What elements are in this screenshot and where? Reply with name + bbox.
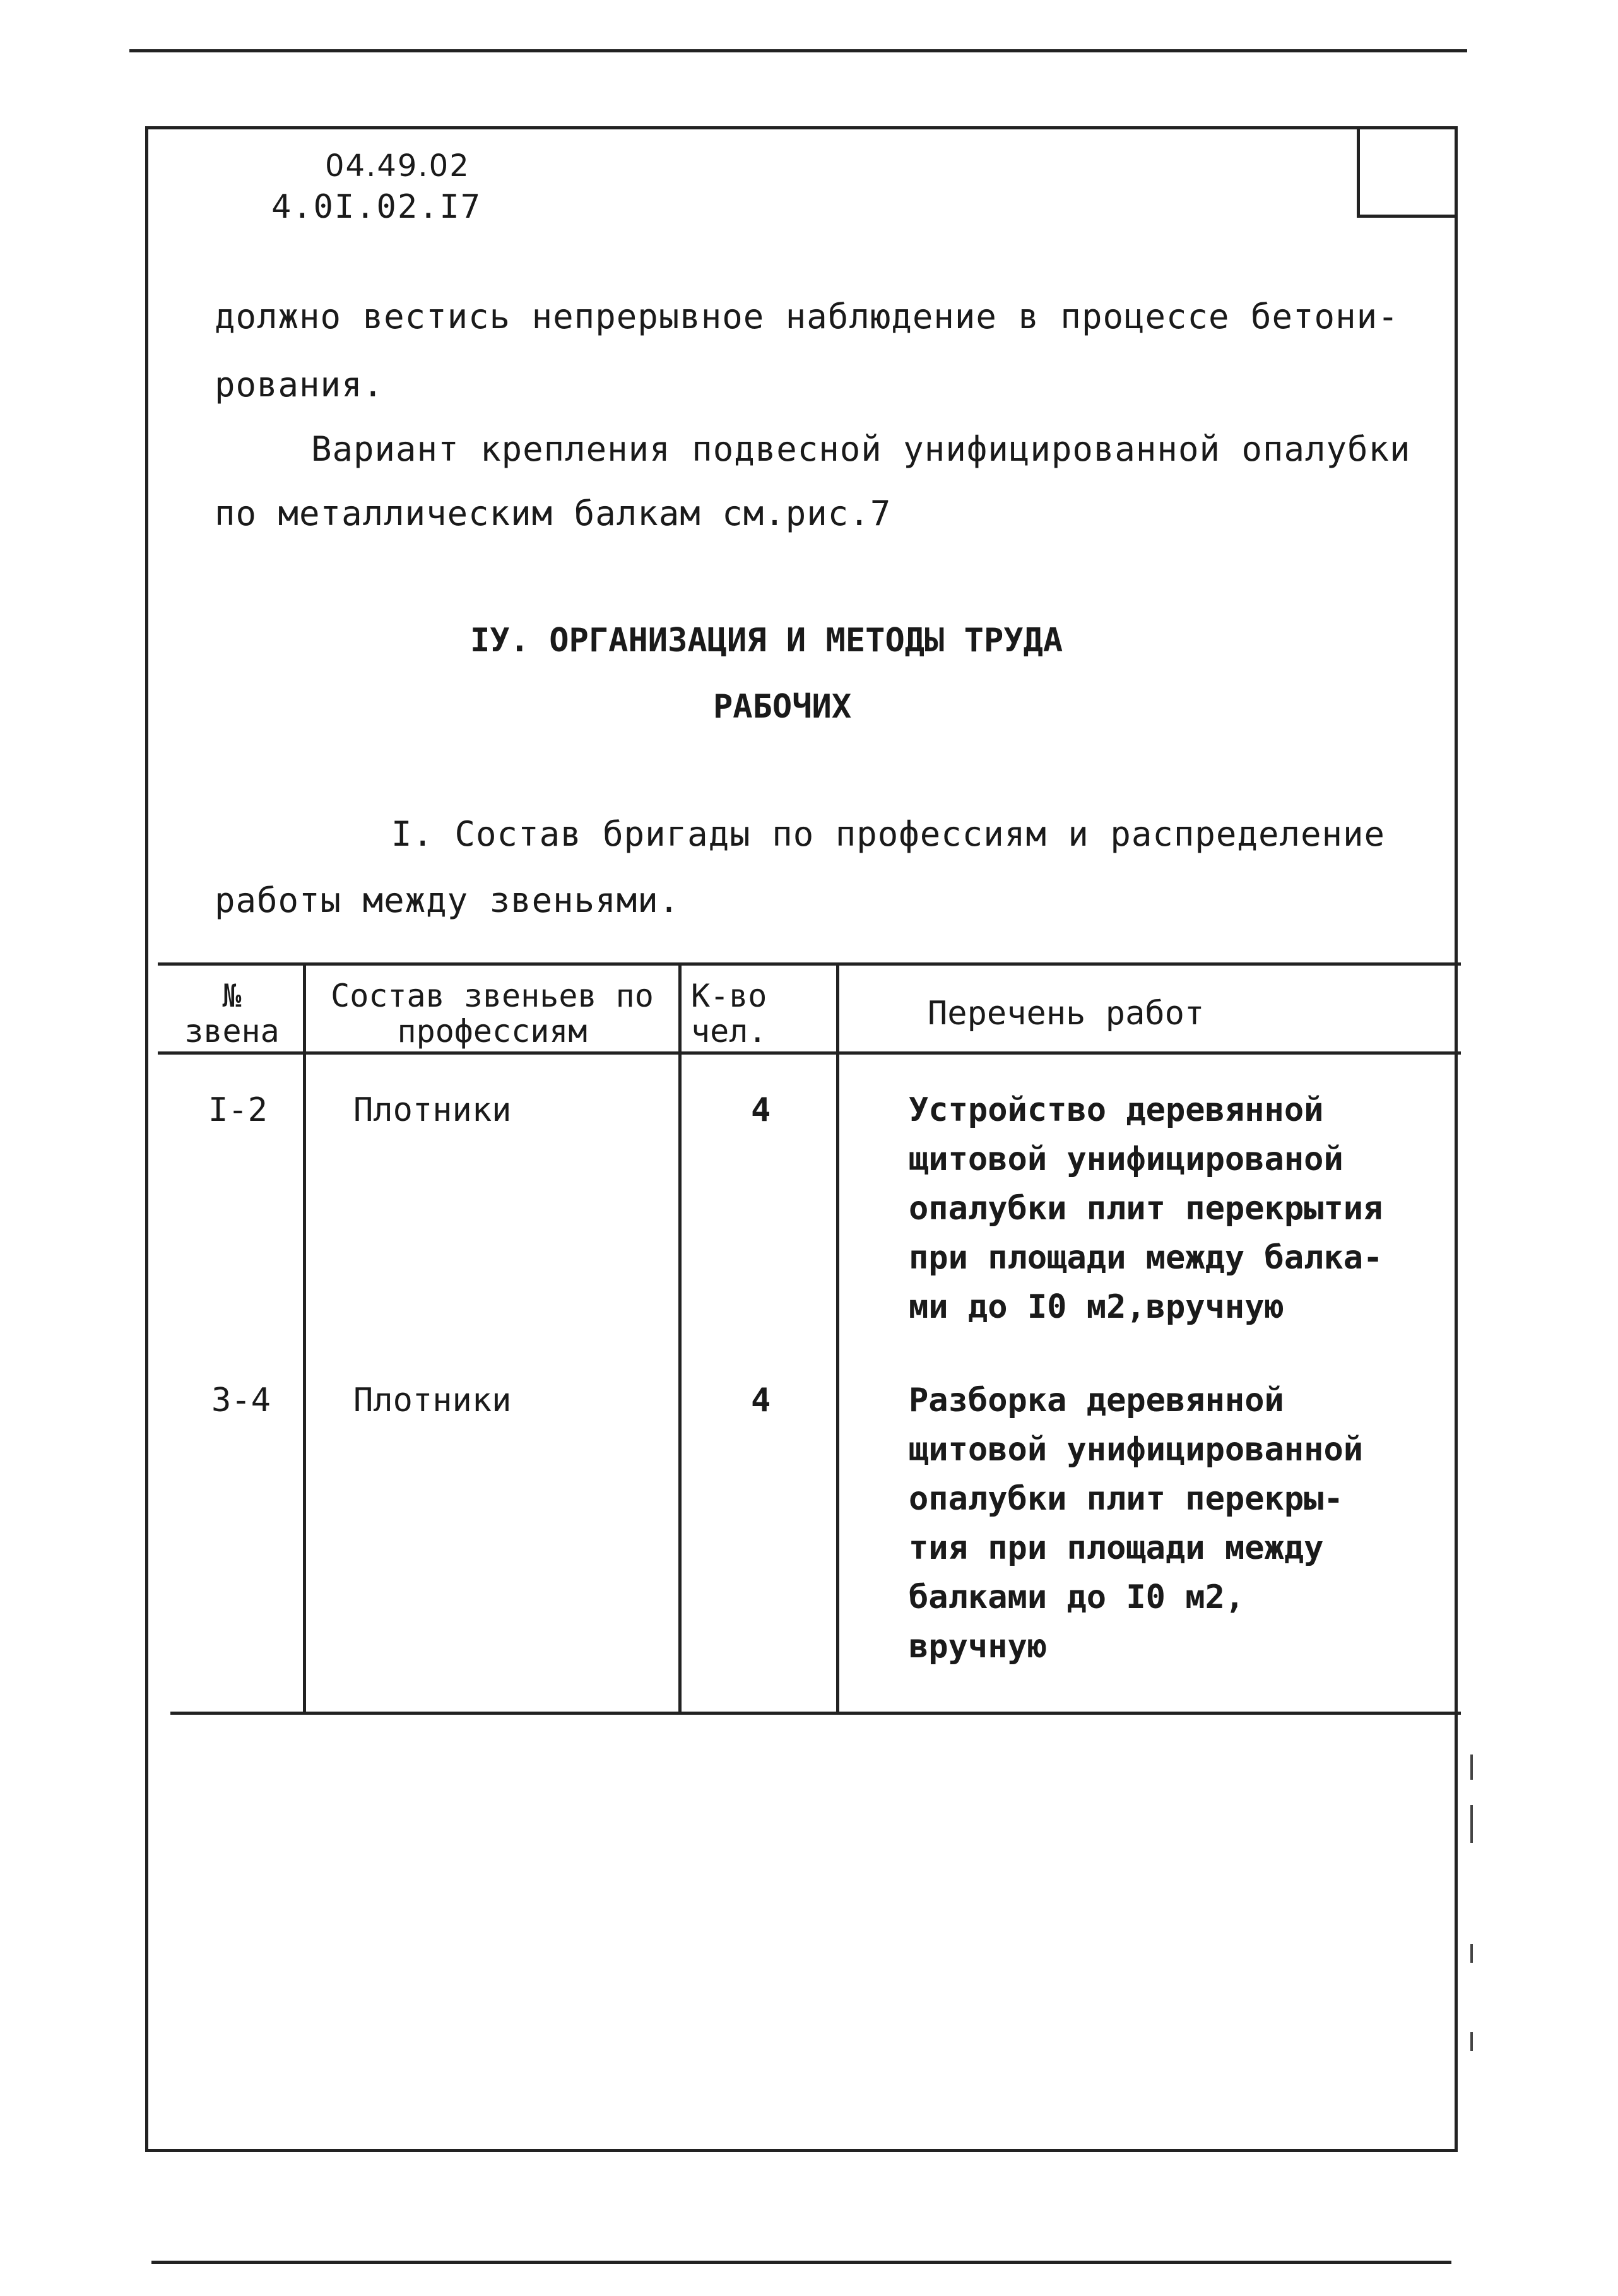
- header-count: [685, 978, 842, 1049]
- scan-mark: [1470, 1805, 1473, 1843]
- header-count-line-2: чел.: [691, 1013, 767, 1050]
- header-works: Перечень работ: [928, 995, 1205, 1033]
- table-col-divider-3: [836, 962, 839, 1713]
- scan-mark: [1470, 2032, 1473, 2051]
- row-2-works-line-4: тия при площади между: [909, 1529, 1324, 1567]
- row-1-link: I-2: [208, 1091, 268, 1129]
- row-2-works-line-1: Разборка деревянной: [909, 1382, 1284, 1419]
- row-1-works: [909, 1086, 1383, 1332]
- header-link-number-line-2: звена: [184, 1013, 280, 1050]
- section-title-line-1: IУ. ОРГАНИЗАЦИЯ И МЕТОДЫ ТРУДА: [470, 622, 1063, 660]
- row-1-works-line-1: Устройство деревянной: [909, 1091, 1324, 1129]
- row-2-works-line-6: вручную: [909, 1628, 1048, 1666]
- row-2-works-line-5: балками до I0 м2,: [909, 1578, 1245, 1616]
- header-composition: [306, 978, 678, 1049]
- header-composition-line-1: Состав звеньев по: [331, 978, 654, 1014]
- bottom-edge-rule: [151, 2261, 1451, 2264]
- scan-mark: [1470, 1755, 1473, 1780]
- intro-line-4: по металлическим балкам см.рис.7: [215, 494, 892, 533]
- header-composition-line-2: профессиям: [397, 1013, 588, 1050]
- header-link-number-line-1: №: [222, 978, 242, 1014]
- row-2-works-line-3: опалубки плит перекры-: [909, 1480, 1343, 1518]
- row-1-works-line-2: щитовой унифицированой: [909, 1140, 1343, 1178]
- table-bottom-border: [170, 1712, 1461, 1715]
- row-2-count: 4: [751, 1382, 771, 1419]
- row-1-count: 4: [751, 1091, 771, 1129]
- section-title-line-2: РАБОЧИХ: [713, 688, 852, 726]
- top-edge-rule: [129, 49, 1467, 52]
- page-number-box: [1357, 126, 1458, 218]
- table-top-border: [158, 962, 1461, 966]
- document-code-handwritten: 04.49.02: [325, 148, 470, 184]
- intro-line-2: рования.: [215, 365, 384, 405]
- row-2-works-line-2: щитовой унифицированной: [909, 1431, 1364, 1469]
- scan-mark: [1470, 1944, 1473, 1963]
- row-1-works-line-4: при площади между балка-: [909, 1239, 1383, 1277]
- table-col-divider-2: [678, 962, 682, 1713]
- row-2-link: 3-4: [211, 1382, 271, 1419]
- header-link-number: [161, 978, 303, 1049]
- row-1-works-line-5: ми до I0 м2,вручную: [909, 1288, 1284, 1326]
- row-2-works: [909, 1376, 1363, 1671]
- document-code: 4.0I.02.I7: [271, 188, 482, 226]
- table-col-divider-1: [303, 962, 306, 1713]
- header-count-line-1: К-во: [691, 978, 767, 1014]
- intro-line-3: Вариант крепления подвесной унифицированной опалубки: [311, 429, 1411, 469]
- row-1-works-line-3: опалубки плит перекрытия: [909, 1190, 1383, 1228]
- row-1-composition: Плотники: [353, 1091, 512, 1129]
- intro-line-1: должно вестись непрерывное наблюдение в процессе бетони-: [215, 297, 1399, 336]
- row-2-composition: Плотники: [353, 1382, 512, 1419]
- table-header-border: [158, 1051, 1461, 1055]
- subsection-line-1: I. Состав бригады по профессиям и распределение: [391, 814, 1386, 854]
- subsection-line-2: работы между звеньями.: [215, 880, 680, 920]
